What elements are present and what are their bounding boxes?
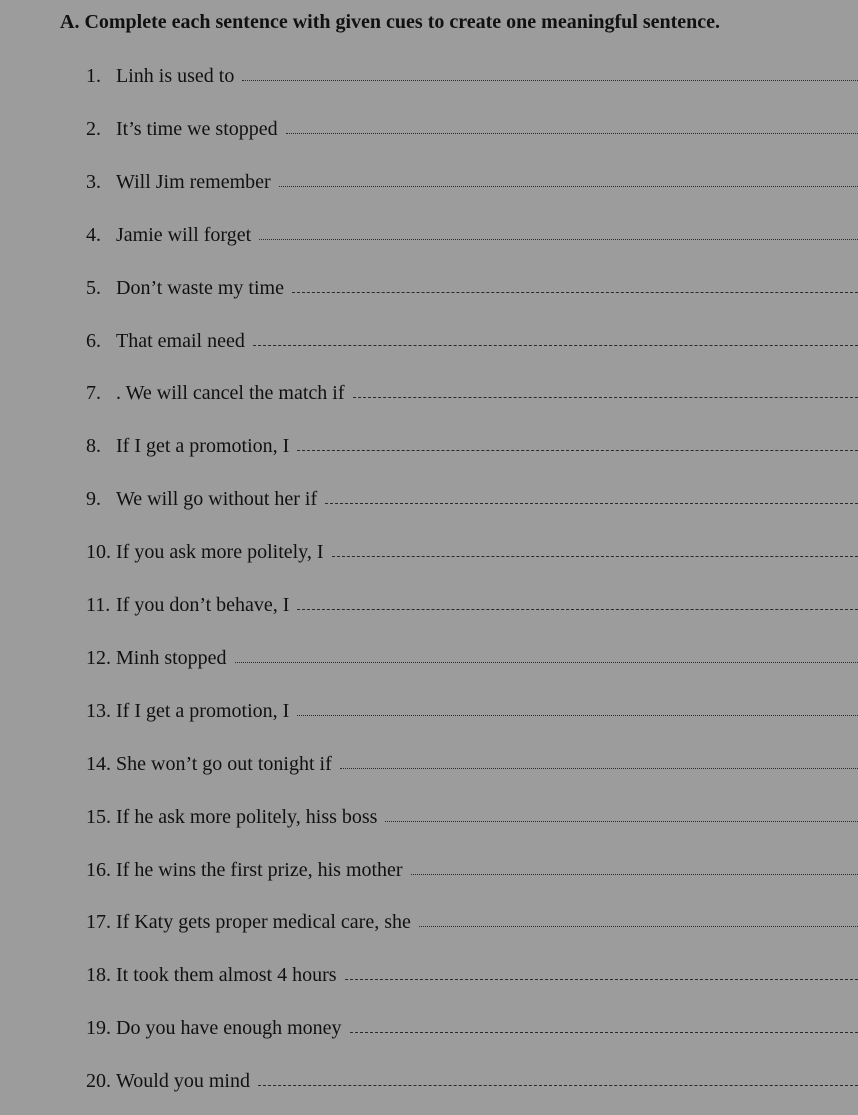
answer-blank[interactable] [286, 133, 858, 134]
answer-blank[interactable] [292, 292, 858, 293]
answer-blank[interactable] [332, 556, 858, 557]
exercise-item [86, 58, 858, 88]
exercise-item [86, 1010, 858, 1040]
answer-blank[interactable] [340, 768, 858, 769]
item-number: 9. [86, 488, 101, 511]
item-prompt: She won’t go out tonight if [116, 752, 332, 775]
item-prompt: It’s time we stopped [116, 117, 278, 140]
item-prompt: If I get a promotion, I [116, 435, 290, 458]
item-prompt: Don’t waste my time [116, 276, 284, 299]
answer-blank[interactable] [242, 80, 858, 81]
exercise-item [86, 957, 858, 987]
exercise-item [86, 428, 858, 458]
item-number: 13. [86, 699, 111, 722]
answer-blank[interactable] [385, 821, 858, 822]
item-prompt: That email need [116, 329, 245, 352]
item-prompt: Jamie will forget [116, 223, 252, 246]
exercise-item [86, 640, 858, 670]
item-number: 14. [86, 752, 111, 775]
answer-blank[interactable] [297, 609, 858, 610]
item-number: 20. [86, 1070, 111, 1093]
item-prompt: If Katy gets proper medical care, she [116, 911, 411, 934]
exercise-item [86, 799, 858, 829]
answer-blank[interactable] [345, 979, 858, 980]
answer-blank[interactable] [279, 186, 858, 187]
answer-blank[interactable] [258, 1085, 858, 1086]
answer-blank[interactable] [297, 715, 858, 716]
item-number: 12. [86, 646, 111, 669]
exercise-item [86, 746, 858, 776]
item-number: 2. [86, 117, 101, 140]
item-prompt: Linh is used to [116, 65, 235, 87]
item-number: 18. [86, 964, 111, 987]
exercise-item [86, 323, 858, 353]
item-number: 19. [86, 1017, 111, 1040]
item-number: 7. [86, 382, 101, 405]
item-prompt: If you ask more politely, I [116, 541, 324, 564]
item-prompt: If I get a promotion, I [116, 699, 290, 722]
exercise-item [86, 587, 858, 617]
answer-blank[interactable] [253, 345, 858, 346]
item-number: 6. [86, 329, 101, 352]
item-number: 3. [86, 170, 101, 193]
item-number: 1. [86, 65, 101, 87]
answer-blank[interactable] [353, 397, 858, 398]
answer-blank[interactable] [325, 503, 858, 504]
answer-blank[interactable] [259, 239, 858, 240]
exercise-item [86, 270, 858, 300]
exercise-item [86, 904, 858, 934]
exercise-item [86, 693, 858, 723]
item-prompt: It took them almost 4 hours [116, 964, 337, 987]
item-number: 5. [86, 276, 101, 299]
exercise-item [86, 217, 858, 247]
item-number: 11. [86, 594, 111, 616]
exercise-item [86, 111, 858, 141]
answer-blank[interactable] [419, 926, 858, 927]
exercise-item [86, 534, 858, 564]
exercise-item [86, 852, 858, 882]
item-prompt: If he wins the first prize, his mother [116, 858, 403, 881]
answer-blank[interactable] [297, 450, 858, 451]
answer-blank[interactable] [411, 874, 858, 875]
item-prompt: If he ask more politely, hiss boss [116, 805, 378, 828]
answer-blank[interactable] [350, 1032, 858, 1033]
exercise-item [86, 1063, 858, 1093]
item-number: 8. [86, 435, 101, 458]
answer-blank[interactable] [235, 662, 858, 663]
item-number: 10. [86, 541, 111, 564]
item-number: 16. [86, 858, 111, 881]
exercise-item [86, 164, 858, 194]
item-prompt: If you don’t behave, I [116, 594, 290, 616]
item-number: 15. [86, 805, 111, 828]
item-prompt: . We will cancel the match if [116, 382, 345, 405]
item-prompt: Would you mind [116, 1070, 250, 1093]
exercise-item [86, 481, 858, 511]
item-number: 17. [86, 911, 111, 934]
item-prompt: Minh stopped [116, 646, 227, 669]
item-number: 4. [86, 223, 101, 246]
exercise-item [86, 375, 858, 405]
item-prompt: Do you have enough money [116, 1017, 342, 1040]
item-prompt: Will Jim remember [116, 170, 271, 193]
section-heading: A. Complete each sentence with given cues to create one meaningful sentence. [60, 11, 721, 33]
item-prompt: We will go without her if [116, 488, 318, 511]
